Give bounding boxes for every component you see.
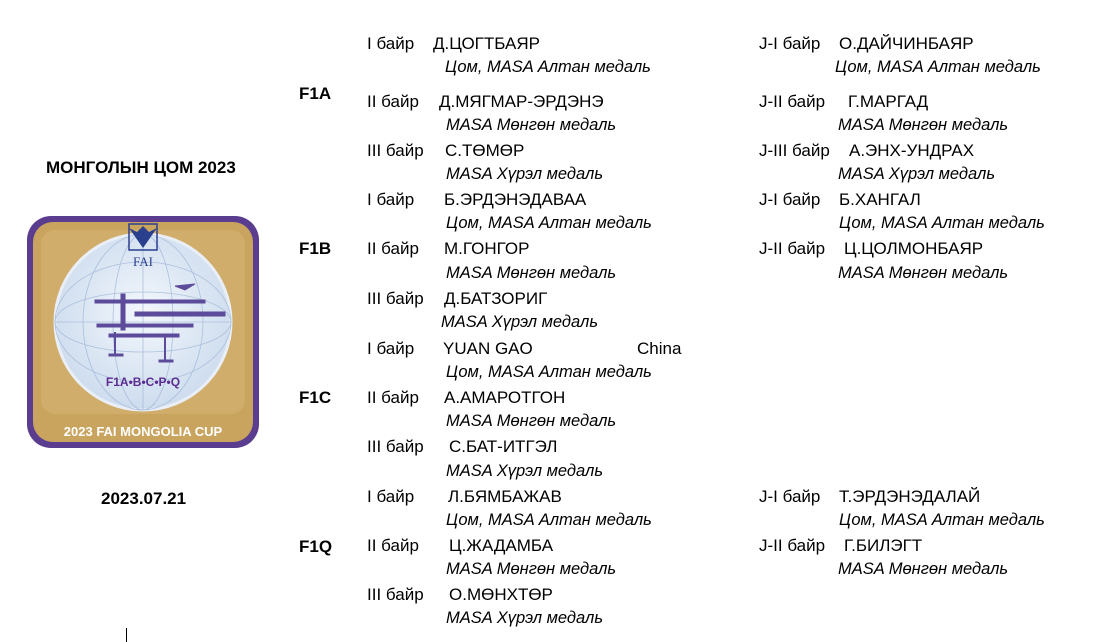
junior-result-name: Б.ХАНГАЛ [839, 190, 921, 209]
result-name: А.АМАРОТГОН [444, 388, 566, 407]
junior-result-place: J-II байр [759, 536, 826, 555]
result-place: II байр [367, 388, 419, 407]
junior-result-name: Г.МАРГАД [848, 92, 929, 111]
page-title: МОНГОЛЫН ЦОМ 2023 [46, 158, 236, 177]
result-medal: MASA Мөнгөн медаль [446, 412, 617, 430]
class-label-f1q: F1Q [299, 537, 333, 556]
result-medal: Цом, MASA Алтан медаль [446, 214, 652, 232]
result-name: С.ТӨМӨР [445, 141, 525, 160]
junior-result-place: J-II байр [759, 239, 826, 258]
junior-result-medal: MASA Мөнгөн медаль [838, 264, 1009, 282]
result-medal: MASA Хүрэл медаль [446, 165, 604, 183]
svg-text:F1A•B•C•P•Q: F1A•B•C•P•Q [105, 375, 181, 389]
event-date: 2023.07.21 [101, 489, 187, 508]
result-name: Б.ЭРДЭНЭДАВАА [444, 190, 587, 209]
result-name: О.МӨНХТӨР [449, 585, 553, 604]
result-place: I байр [367, 339, 415, 358]
result-name: Л.БЯМБАЖАВ [448, 487, 562, 506]
result-place: III байр [367, 289, 424, 308]
result-medal: Цом, MASA Алтан медаль [446, 511, 652, 529]
result-name: Д.МЯГМАР-ЭРДЭНЭ [439, 92, 604, 111]
junior-result-medal: Цом, MASA Алтан медаль [839, 511, 1045, 529]
result-medal: MASA Мөнгөн медаль [446, 264, 617, 282]
svg-text:FAI: FAI [133, 254, 153, 269]
result-medal: Цом, MASA Алтан медаль [446, 363, 652, 381]
result-place: I байр [367, 190, 415, 209]
junior-result-medal: Цом, MASA Алтан медаль [835, 58, 1041, 76]
result-medal: Цом, MASA Алтан медаль [445, 58, 651, 76]
result-place: II байр [367, 536, 419, 555]
junior-result-place: J-III байр [759, 141, 830, 160]
junior-result-name: О.ДАЙЧИНБАЯР [839, 34, 974, 53]
result-place: II байр [367, 239, 419, 258]
result-medal: MASA Хүрэл медаль [446, 609, 604, 627]
junior-result-name: Ц.ЦОЛМОНБАЯР [844, 239, 984, 258]
junior-result-name: А.ЭНХ-УНДРАХ [849, 141, 975, 160]
result-place: III байр [367, 437, 424, 456]
junior-result-name: Г.БИЛЭГТ [844, 536, 923, 555]
result-place: III байр [367, 141, 424, 160]
junior-result-medal: Цом, MASA Алтан медаль [839, 214, 1045, 232]
result-name: М.ГОНГОР [444, 239, 530, 258]
svg-text:2023 FAI MONGOLIA CUP: 2023 FAI MONGOLIA CUP [63, 424, 223, 439]
text-cursor [126, 628, 127, 642]
junior-result-place: J-I байр [759, 190, 821, 209]
result-place: I байр [367, 34, 415, 53]
result-medal: MASA Мөнгөн медаль [446, 116, 617, 134]
result-medal: MASA Мөнгөн медаль [446, 560, 617, 578]
fai-mongolia-cup-logo [25, 214, 261, 450]
result-name: YUAN GAO [443, 339, 533, 358]
result-country: China [637, 339, 682, 358]
junior-result-place: J-I байр [759, 34, 821, 53]
junior-result-place: J-I байр [759, 487, 821, 506]
result-medal: MASA Хүрэл медаль [446, 462, 604, 480]
result-name: Д.БАТЗОРИГ [444, 289, 548, 308]
class-label-f1c: F1C [299, 388, 332, 407]
result-name: С.БАТ-ИТГЭЛ [449, 437, 558, 456]
result-place: III байр [367, 585, 424, 604]
result-place: II байр [367, 92, 419, 111]
junior-result-medal: MASA Мөнгөн медаль [838, 560, 1009, 578]
junior-result-medal: MASA Хүрэл медаль [838, 165, 996, 183]
class-label-f1a: F1A [299, 84, 332, 103]
result-medal: MASA Хүрэл медаль [441, 313, 599, 331]
junior-result-name: Т.ЭРДЭНЭДАЛАЙ [839, 487, 981, 506]
junior-result-place: J-II байр [759, 92, 826, 111]
junior-result-medal: MASA Мөнгөн медаль [838, 116, 1009, 134]
result-place: I байр [367, 487, 415, 506]
class-label-f1b: F1B [299, 239, 332, 258]
result-name: Ц.ЖАДАМБА [449, 536, 554, 555]
result-name: Д.ЦОГТБАЯР [433, 34, 540, 53]
